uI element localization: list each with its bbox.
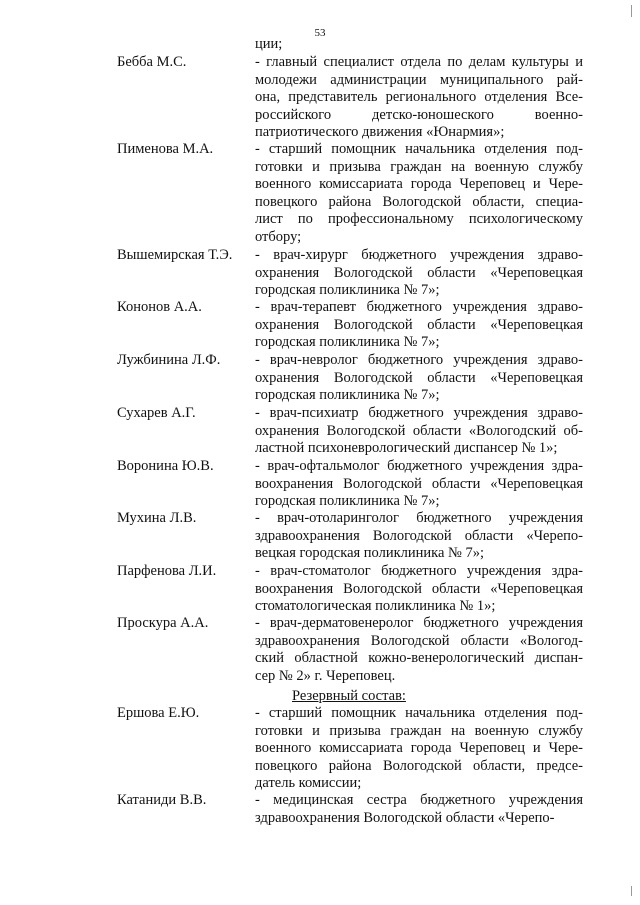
role-line: охранения Вологодской области «Череповецкая <box>255 264 583 281</box>
member-role <box>255 615 583 685</box>
reserve-heading: Резервный состав: <box>292 688 406 704</box>
member-role <box>255 405 583 458</box>
role-line: городская поликлиника № 7»; <box>255 493 440 509</box>
role-line: повецкого района Вологодской области, предсе- <box>255 757 583 774</box>
member-role <box>255 792 583 827</box>
role-line: охранения Вологодской области «Вологодский об- <box>255 422 583 439</box>
role-line: - врач-офтальмолог бюджетного учреждения здра- <box>255 458 583 474</box>
continuation-text: ции; <box>255 36 283 52</box>
role-line: вецкая городская поликлиника № 7»; <box>255 545 485 561</box>
role-line: - врач-терапевт бюджетного учреждения здраво- <box>255 299 583 315</box>
role-line: - старший помощник начальника отделения под- <box>255 141 583 157</box>
role-line: охранения Вологодской области «Череповецкая <box>255 369 583 386</box>
scan-edge-mark <box>631 886 632 896</box>
role-line: здравоохранения Вологодской области «Вологод- <box>255 632 583 649</box>
role-line: она, представитель регионального отделения Все- <box>255 89 583 105</box>
role-line: здравоохранения Вологодской области «Черепо- <box>255 527 583 544</box>
role-line: российского детско-юношеского военно- <box>255 106 583 123</box>
role-line: охранения Вологодской области «Череповецкая <box>255 316 583 333</box>
member-name: Пименова М.А. <box>117 141 214 157</box>
member-name: Проскура А.А. <box>117 615 209 631</box>
member-role <box>255 705 583 793</box>
role-line: - медицинская сестра бюджетного учреждения <box>255 792 583 808</box>
role-line: - врач-отоларинголог бюджетного учреждения <box>255 510 583 526</box>
role-line: сер № 2» г. Череповец. <box>255 667 396 684</box>
member-role <box>255 352 583 405</box>
role-line: датель комиссии; <box>255 775 362 791</box>
role-line: воохранения Вологодской области «Череповецкая <box>255 475 583 492</box>
role-line: военного комиссариата города Череповец и Чере- <box>255 740 583 756</box>
role-line: городская поликлиника № 7»; <box>255 282 440 298</box>
role-line: - старший помощник начальника отделения под- <box>255 705 583 721</box>
role-line: воохранения Вологодской области «Череповецкая <box>255 580 583 597</box>
page-number: 53 <box>314 27 326 39</box>
role-line: - врач-психиатр бюджетного учреждения здраво- <box>255 405 583 421</box>
role-line: готовки и призыва граждан на военную службу <box>255 158 583 175</box>
scan-edge-mark <box>631 5 632 17</box>
member-role <box>255 510 583 563</box>
role-line: ластной психоневрологический диспансер № 1»; <box>255 440 558 456</box>
member-name: Воронина Ю.В. <box>117 458 214 474</box>
role-line: - врач-невролог бюджетного учреждения здраво- <box>255 352 583 368</box>
role-line: лист по профессиональному психологическому <box>255 211 583 227</box>
role-line: городская поликлиника № 7»; <box>255 387 440 403</box>
member-name: Вышемирская Т.Э. <box>117 247 233 263</box>
role-line: городская поликлиника № 7»; <box>255 334 440 350</box>
role-line: ский областной кожно-венерологический диспан- <box>255 650 583 666</box>
role-line: стоматологическая поликлиника № 1»; <box>255 598 496 614</box>
member-role <box>255 563 583 616</box>
role-line: - врач-дерматовенеролог бюджетного учреждения <box>255 615 583 631</box>
member-name: Сухарев А.Г. <box>117 405 196 421</box>
member-role <box>255 299 583 352</box>
member-role <box>255 458 583 511</box>
role-line: повецкого района Вологодской области, специа- <box>255 193 583 210</box>
role-line: патриотического движения «Юнармия»; <box>255 124 505 140</box>
member-name: Кононов А.А. <box>117 299 202 315</box>
role-line: - врач-хирург бюджетного учреждения здраво- <box>255 247 583 263</box>
role-line: отбору; <box>255 228 302 245</box>
member-role <box>255 247 583 300</box>
member-name: Бебба М.С. <box>117 54 187 70</box>
role-line: здравоохранения Вологодской области «Черепо- <box>255 809 555 826</box>
role-line: готовки и призыва граждан на военную службу <box>255 722 583 739</box>
member-name: Парфенова Л.И. <box>117 563 217 579</box>
member-name: Ершова Е.Ю. <box>117 705 200 721</box>
role-line: военного комиссариата города Череповец и Чере- <box>255 176 583 192</box>
member-name: Катаниди В.В. <box>117 792 207 808</box>
role-line: молодежи администрации муниципального рай- <box>255 71 583 88</box>
role-line: - врач-стоматолог бюджетного учреждения здра- <box>255 563 583 579</box>
member-name: Мухина Л.В. <box>117 510 197 526</box>
role-line: - главный специалист отдела по делам культуры и <box>255 54 583 70</box>
member-name: Лужбинина Л.Ф. <box>117 352 221 368</box>
member-role <box>255 141 583 246</box>
member-role <box>255 54 583 142</box>
